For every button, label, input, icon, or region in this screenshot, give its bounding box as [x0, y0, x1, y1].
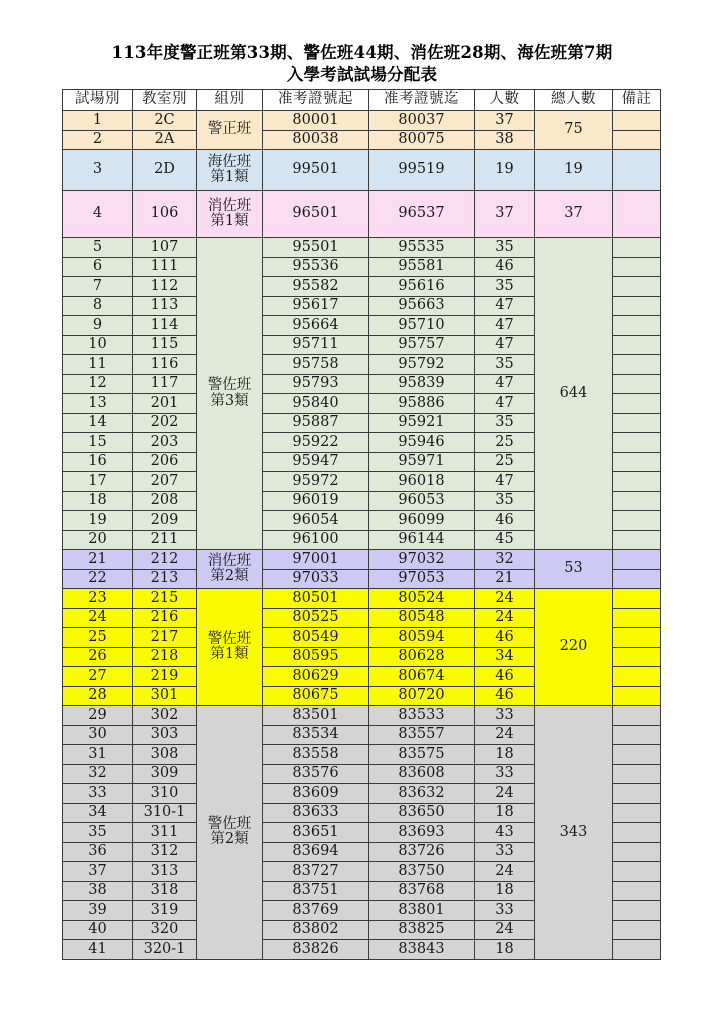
- table-row: [63, 706, 661, 726]
- cell-section-total: 220: [535, 589, 613, 706]
- cell-id-start: 99501: [263, 150, 369, 191]
- cell-id-start: 83633: [263, 803, 369, 823]
- cell-note: [613, 111, 661, 131]
- cell-room-no: 13: [63, 394, 133, 414]
- group-label-line-2: 第1類: [210, 646, 249, 662]
- cell-id-end: 80674: [369, 667, 475, 687]
- cell-room-no: 15: [63, 433, 133, 453]
- cell-count: 46: [475, 628, 535, 648]
- cell-note: [613, 374, 661, 394]
- cell-room-no: 4: [63, 191, 133, 238]
- cell-id-end: 95581: [369, 257, 475, 277]
- cell-room-no: 27: [63, 667, 133, 687]
- cell-id-end: 83575: [369, 745, 475, 765]
- cell-count: 47: [475, 472, 535, 492]
- cell-id-start: 95664: [263, 316, 369, 336]
- cell-id-start: 83576: [263, 764, 369, 784]
- cell-room-no: 30: [63, 725, 133, 745]
- cell-classroom: 207: [133, 472, 197, 492]
- cell-note: [613, 130, 661, 150]
- cell-room-no: 20: [63, 530, 133, 550]
- table-row: [63, 589, 661, 609]
- cell-count: 35: [475, 413, 535, 433]
- group-label-line-2: 第2類: [210, 568, 249, 584]
- cell-classroom: 117: [133, 374, 197, 394]
- cell-classroom: 201: [133, 394, 197, 414]
- cell-count: 24: [475, 862, 535, 882]
- cell-classroom: 303: [133, 725, 197, 745]
- cell-note: [613, 784, 661, 804]
- cell-note: [613, 667, 661, 687]
- cell-id-end: 83768: [369, 881, 475, 901]
- cell-note: [613, 472, 661, 492]
- cell-classroom: 301: [133, 686, 197, 706]
- cell-room-no: 32: [63, 764, 133, 784]
- cell-section-total: 53: [535, 550, 613, 589]
- cell-id-start: 80675: [263, 686, 369, 706]
- cell-note: [613, 608, 661, 628]
- cell-note: [613, 647, 661, 667]
- group-label-line-1: 消佐班: [207, 197, 252, 214]
- table-row: [63, 550, 661, 570]
- cell-id-end: 83693: [369, 823, 475, 843]
- cell-group-label: [197, 589, 263, 706]
- cell-id-start: 83694: [263, 842, 369, 862]
- cell-note: [613, 862, 661, 882]
- cell-room-no: 35: [63, 823, 133, 843]
- table-body: [63, 111, 661, 960]
- cell-count: 37: [475, 191, 535, 238]
- cell-count: 24: [475, 920, 535, 940]
- cell-note: [613, 335, 661, 355]
- cell-classroom: 203: [133, 433, 197, 453]
- cell-id-end: 95710: [369, 316, 475, 336]
- cell-classroom: 308: [133, 745, 197, 765]
- group-label-line-2: 第2類: [210, 831, 249, 848]
- cell-group-label: [197, 550, 263, 589]
- cell-classroom: 116: [133, 355, 197, 375]
- cell-room-no: 21: [63, 550, 133, 570]
- cell-count: 19: [475, 150, 535, 191]
- document-title: [0, 42, 724, 85]
- cell-id-start: 96501: [263, 191, 369, 238]
- cell-id-start: 95711: [263, 335, 369, 355]
- cell-group-label: [197, 111, 263, 150]
- cell-note: [613, 745, 661, 765]
- cell-classroom: 202: [133, 413, 197, 433]
- cell-note: [613, 764, 661, 784]
- cell-count: 43: [475, 823, 535, 843]
- cell-classroom: 219: [133, 667, 197, 687]
- cell-id-start: 80525: [263, 608, 369, 628]
- cell-count: 24: [475, 725, 535, 745]
- cell-id-end: 95839: [369, 374, 475, 394]
- cell-id-end: 83650: [369, 803, 475, 823]
- cell-id-start: 83558: [263, 745, 369, 765]
- cell-note: [613, 355, 661, 375]
- cell-count: 34: [475, 647, 535, 667]
- title-line-primary: 113年度警正班第33期、警佐班44期、消佐班28期、海佐班第7期: [111, 43, 613, 62]
- cell-room-no: 18: [63, 491, 133, 511]
- cell-note: [613, 433, 661, 453]
- group-label-line-1: 海佐班: [207, 153, 252, 170]
- cell-classroom: 312: [133, 842, 197, 862]
- cell-count: 47: [475, 316, 535, 336]
- cell-id-start: 83826: [263, 940, 369, 960]
- group-label-line-1: 警正班: [207, 121, 252, 138]
- cell-room-no: 12: [63, 374, 133, 394]
- cell-classroom: 310: [133, 784, 197, 804]
- cell-section-total: 343: [535, 706, 613, 960]
- cell-classroom: 310-1: [133, 803, 197, 823]
- title-line-secondary: 入學考試試場分配表: [286, 65, 438, 84]
- cell-id-start: 80001: [263, 111, 369, 131]
- cell-id-end: 99519: [369, 150, 475, 191]
- cell-note: [613, 316, 661, 336]
- cell-count: 35: [475, 238, 535, 258]
- cell-id-start: 83534: [263, 725, 369, 745]
- cell-room-no: 19: [63, 511, 133, 531]
- column-header-group: 組別: [197, 90, 263, 111]
- cell-count: 35: [475, 277, 535, 297]
- cell-id-end: 83843: [369, 940, 475, 960]
- cell-note: [613, 452, 661, 472]
- cell-classroom: 319: [133, 901, 197, 921]
- cell-classroom: 113: [133, 296, 197, 316]
- cell-id-start: 83727: [263, 862, 369, 882]
- cell-count: 24: [475, 589, 535, 609]
- cell-id-start: 95972: [263, 472, 369, 492]
- group-label-line-2: 第3類: [210, 392, 249, 409]
- cell-classroom: 216: [133, 608, 197, 628]
- cell-room-no: 23: [63, 589, 133, 609]
- cell-section-total: 644: [535, 238, 613, 550]
- cell-id-start: 80595: [263, 647, 369, 667]
- column-header-id-end: 准考證號迄: [369, 90, 475, 111]
- group-label-line-1: 警佐班: [207, 630, 252, 647]
- cell-id-start: 83501: [263, 706, 369, 726]
- cell-id-end: 83750: [369, 862, 475, 882]
- column-header-count: 人數: [475, 90, 535, 111]
- cell-note: [613, 628, 661, 648]
- cell-group-label: [197, 706, 263, 960]
- cell-classroom: 320-1: [133, 940, 197, 960]
- cell-id-end: 97053: [369, 569, 475, 589]
- cell-id-start: 83802: [263, 920, 369, 940]
- cell-classroom: 114: [133, 316, 197, 336]
- column-header-classroom: 教室別: [133, 90, 197, 111]
- cell-classroom: 2D: [133, 150, 197, 191]
- table-row: [63, 150, 661, 191]
- cell-classroom: 213: [133, 569, 197, 589]
- table-row: [63, 238, 661, 258]
- cell-classroom: 106: [133, 191, 197, 238]
- cell-classroom: 320: [133, 920, 197, 940]
- cell-note: [613, 296, 661, 316]
- cell-note: [613, 238, 661, 258]
- exam-room-allocation-table: [62, 89, 661, 960]
- column-header-note: 備註: [613, 90, 661, 111]
- cell-id-start: 95536: [263, 257, 369, 277]
- cell-section-total: 19: [535, 150, 613, 191]
- cell-classroom: 212: [133, 550, 197, 570]
- cell-id-start: 83651: [263, 823, 369, 843]
- cell-count: 46: [475, 667, 535, 687]
- cell-classroom: 211: [133, 530, 197, 550]
- cell-room-no: 37: [63, 862, 133, 882]
- cell-id-end: 95946: [369, 433, 475, 453]
- cell-id-start: 80549: [263, 628, 369, 648]
- column-header-total: 總人數: [535, 90, 613, 111]
- group-label-line-2: 第1類: [210, 213, 249, 229]
- cell-room-no: 29: [63, 706, 133, 726]
- cell-id-start: 80038: [263, 130, 369, 150]
- cell-id-end: 80720: [369, 686, 475, 706]
- cell-id-end: 96144: [369, 530, 475, 550]
- cell-count: 47: [475, 335, 535, 355]
- cell-count: 33: [475, 901, 535, 921]
- group-label-line-1: 警佐班: [207, 377, 252, 394]
- cell-count: 33: [475, 764, 535, 784]
- cell-classroom: 302: [133, 706, 197, 726]
- cell-section-total: 37: [535, 191, 613, 238]
- cell-id-end: 80037: [369, 111, 475, 131]
- cell-note: [613, 150, 661, 191]
- cell-id-end: 83608: [369, 764, 475, 784]
- cell-id-end: 95792: [369, 355, 475, 375]
- cell-id-start: 95887: [263, 413, 369, 433]
- cell-id-end: 95757: [369, 335, 475, 355]
- cell-classroom: 309: [133, 764, 197, 784]
- cell-id-end: 80075: [369, 130, 475, 150]
- cell-id-end: 83632: [369, 784, 475, 804]
- cell-room-no: 34: [63, 803, 133, 823]
- cell-room-no: 3: [63, 150, 133, 191]
- cell-note: [613, 511, 661, 531]
- cell-id-end: 95886: [369, 394, 475, 414]
- cell-count: 35: [475, 491, 535, 511]
- cell-classroom: 311: [133, 823, 197, 843]
- cell-id-start: 95582: [263, 277, 369, 297]
- cell-note: [613, 491, 661, 511]
- cell-id-start: 83609: [263, 784, 369, 804]
- cell-classroom: 208: [133, 491, 197, 511]
- cell-count: 18: [475, 803, 535, 823]
- cell-note: [613, 257, 661, 277]
- cell-id-end: 95616: [369, 277, 475, 297]
- cell-note: [613, 191, 661, 238]
- cell-note: [613, 394, 661, 414]
- cell-count: 24: [475, 608, 535, 628]
- cell-id-start: 80501: [263, 589, 369, 609]
- cell-id-end: 80628: [369, 647, 475, 667]
- cell-classroom: 111: [133, 257, 197, 277]
- cell-room-no: 39: [63, 901, 133, 921]
- cell-note: [613, 920, 661, 940]
- cell-classroom: 2A: [133, 130, 197, 150]
- cell-classroom: 206: [133, 452, 197, 472]
- cell-id-start: 95947: [263, 452, 369, 472]
- table-row: [63, 111, 661, 131]
- cell-classroom: 115: [133, 335, 197, 355]
- cell-count: 46: [475, 257, 535, 277]
- cell-note: [613, 413, 661, 433]
- table-header: [63, 90, 661, 111]
- cell-room-no: 41: [63, 940, 133, 960]
- cell-classroom: 313: [133, 862, 197, 882]
- cell-id-end: 96053: [369, 491, 475, 511]
- cell-note: [613, 277, 661, 297]
- cell-classroom: 209: [133, 511, 197, 531]
- cell-note: [613, 842, 661, 862]
- cell-id-end: 80524: [369, 589, 475, 609]
- cell-room-no: 14: [63, 413, 133, 433]
- cell-count: 24: [475, 784, 535, 804]
- cell-classroom: 112: [133, 277, 197, 297]
- cell-group-label: [197, 150, 263, 191]
- group-label-line-1: 警佐班: [207, 816, 252, 833]
- cell-room-no: 31: [63, 745, 133, 765]
- cell-group-label: [197, 238, 263, 550]
- cell-note: [613, 530, 661, 550]
- cell-count: 25: [475, 452, 535, 472]
- cell-id-end: 80548: [369, 608, 475, 628]
- cell-group-label: [197, 191, 263, 238]
- cell-section-total: 75: [535, 111, 613, 150]
- cell-id-start: 80629: [263, 667, 369, 687]
- cell-room-no: 40: [63, 920, 133, 940]
- cell-id-start: 96019: [263, 491, 369, 511]
- cell-note: [613, 589, 661, 609]
- cell-classroom: 217: [133, 628, 197, 648]
- cell-count: 47: [475, 296, 535, 316]
- cell-count: 38: [475, 130, 535, 150]
- cell-room-no: 8: [63, 296, 133, 316]
- cell-classroom: 318: [133, 881, 197, 901]
- cell-note: [613, 901, 661, 921]
- cell-id-start: 97033: [263, 569, 369, 589]
- table-header-row: [63, 90, 661, 111]
- cell-note: [613, 803, 661, 823]
- cell-count: 47: [475, 394, 535, 414]
- cell-count: 18: [475, 940, 535, 960]
- cell-count: 21: [475, 569, 535, 589]
- column-header-id-start: 准考證號起: [263, 90, 369, 111]
- cell-note: [613, 881, 661, 901]
- cell-room-no: 9: [63, 316, 133, 336]
- table-row: [63, 191, 661, 238]
- cell-id-start: 95840: [263, 394, 369, 414]
- cell-classroom: 2C: [133, 111, 197, 131]
- cell-id-start: 97001: [263, 550, 369, 570]
- cell-id-end: 83533: [369, 706, 475, 726]
- column-header-room-no: 試場別: [63, 90, 133, 111]
- cell-id-end: 95971: [369, 452, 475, 472]
- cell-room-no: 2: [63, 130, 133, 150]
- cell-note: [613, 550, 661, 570]
- cell-id-start: 83751: [263, 881, 369, 901]
- cell-id-end: 83557: [369, 725, 475, 745]
- cell-room-no: 36: [63, 842, 133, 862]
- cell-id-end: 96537: [369, 191, 475, 238]
- cell-id-start: 95793: [263, 374, 369, 394]
- cell-room-no: 33: [63, 784, 133, 804]
- cell-note: [613, 725, 661, 745]
- cell-room-no: 6: [63, 257, 133, 277]
- cell-count: 33: [475, 706, 535, 726]
- cell-count: 47: [475, 374, 535, 394]
- cell-count: 32: [475, 550, 535, 570]
- cell-id-end: 95921: [369, 413, 475, 433]
- cell-id-start: 95922: [263, 433, 369, 453]
- cell-id-end: 96018: [369, 472, 475, 492]
- cell-id-start: 96054: [263, 511, 369, 531]
- cell-classroom: 107: [133, 238, 197, 258]
- cell-note: [613, 823, 661, 843]
- cell-room-no: 17: [63, 472, 133, 492]
- cell-note: [613, 940, 661, 960]
- cell-room-no: 22: [63, 569, 133, 589]
- cell-id-start: 83769: [263, 901, 369, 921]
- cell-count: 46: [475, 686, 535, 706]
- cell-room-no: 10: [63, 335, 133, 355]
- cell-room-no: 26: [63, 647, 133, 667]
- cell-room-no: 24: [63, 608, 133, 628]
- cell-id-end: 95663: [369, 296, 475, 316]
- cell-id-end: 97032: [369, 550, 475, 570]
- cell-count: 45: [475, 530, 535, 550]
- cell-room-no: 7: [63, 277, 133, 297]
- cell-id-start: 96100: [263, 530, 369, 550]
- cell-count: 18: [475, 881, 535, 901]
- cell-room-no: 11: [63, 355, 133, 375]
- cell-id-end: 83726: [369, 842, 475, 862]
- cell-room-no: 28: [63, 686, 133, 706]
- cell-id-end: 83825: [369, 920, 475, 940]
- cell-count: 35: [475, 355, 535, 375]
- cell-room-no: 38: [63, 881, 133, 901]
- cell-room-no: 16: [63, 452, 133, 472]
- cell-count: 33: [475, 842, 535, 862]
- cell-id-start: 95501: [263, 238, 369, 258]
- cell-id-end: 95535: [369, 238, 475, 258]
- cell-id-end: 83801: [369, 901, 475, 921]
- cell-count: 37: [475, 111, 535, 131]
- cell-count: 46: [475, 511, 535, 531]
- cell-classroom: 218: [133, 647, 197, 667]
- cell-note: [613, 706, 661, 726]
- cell-count: 18: [475, 745, 535, 765]
- cell-id-start: 95617: [263, 296, 369, 316]
- cell-room-no: 5: [63, 238, 133, 258]
- cell-room-no: 25: [63, 628, 133, 648]
- cell-classroom: 215: [133, 589, 197, 609]
- cell-id-end: 96099: [369, 511, 475, 531]
- group-label-line-1: 消佐班: [207, 552, 252, 569]
- cell-id-start: 95758: [263, 355, 369, 375]
- cell-id-end: 80594: [369, 628, 475, 648]
- group-label-line-2: 第1類: [210, 169, 249, 185]
- cell-note: [613, 569, 661, 589]
- cell-count: 25: [475, 433, 535, 453]
- cell-room-no: 1: [63, 111, 133, 131]
- cell-note: [613, 686, 661, 706]
